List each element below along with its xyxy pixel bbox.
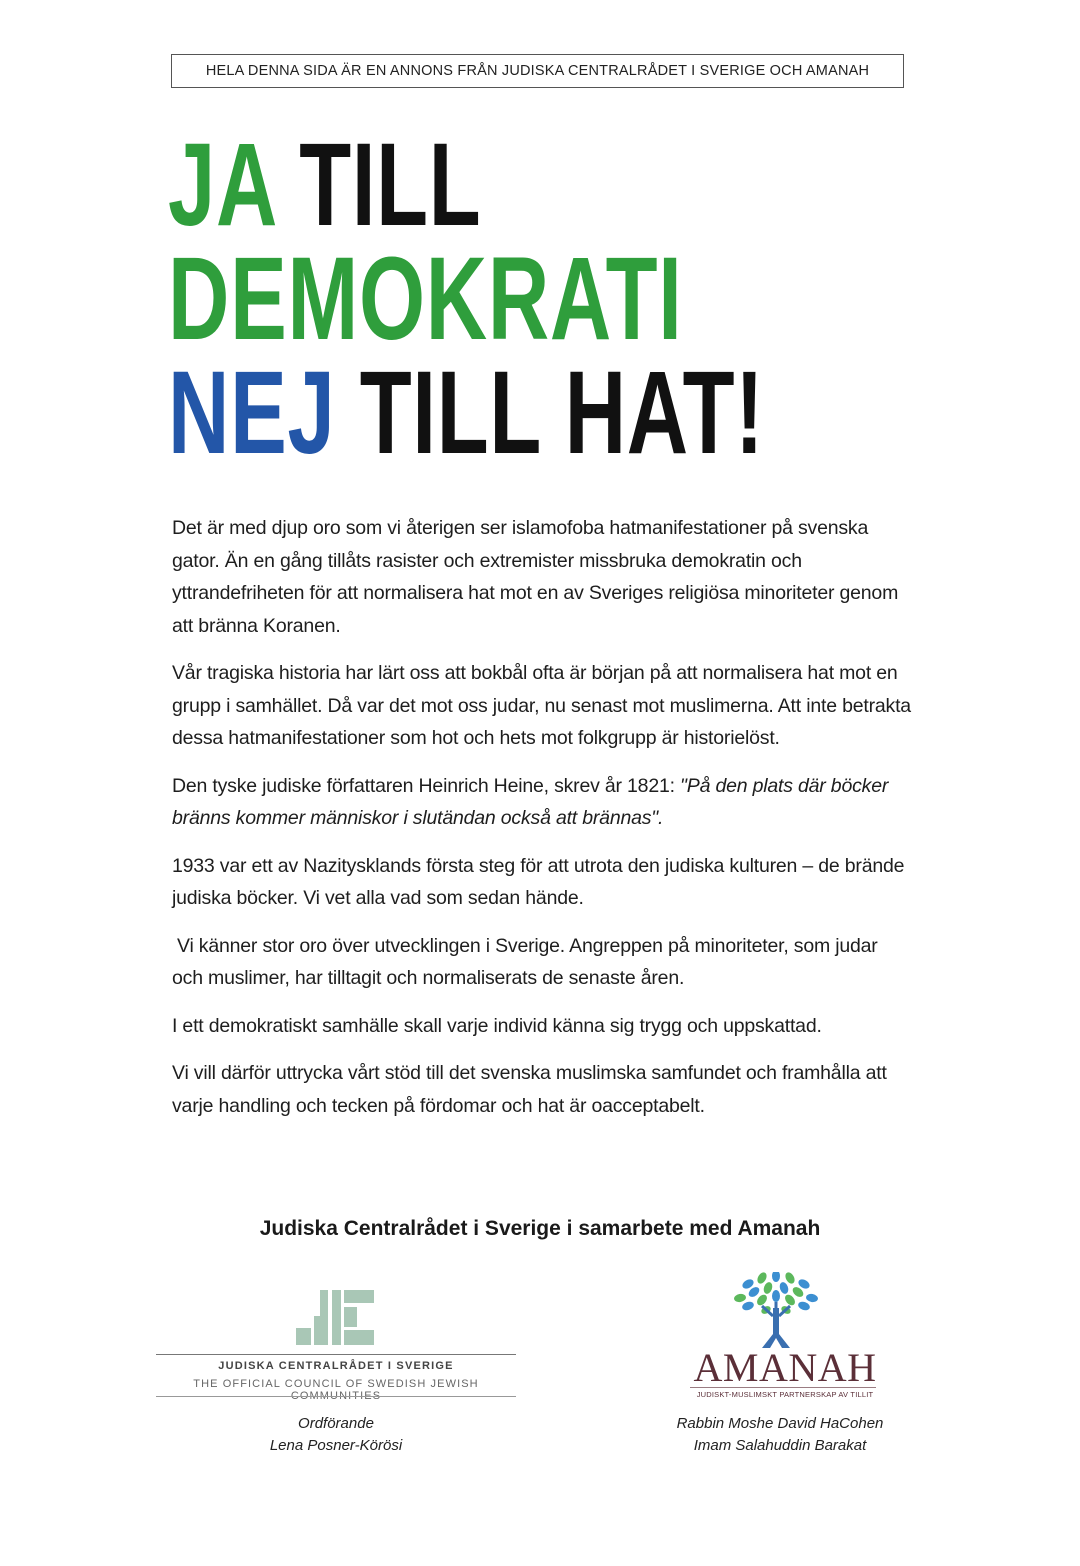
paragraph-5: Vi känner stor oro över utvecklingen i Sverige. Angreppen på minoriteter, som judar och muslimer, har tilltagit och normaliserats de senaste åren. — [172, 934, 878, 989]
jcr-name: JUDISKA CENTRALRÅDET I SVERIGE — [218, 1360, 454, 1372]
amanah-divider — [690, 1387, 876, 1388]
collaboration-line: Judiska Centralrådet i Sverige i samarbete med Amanah — [259, 1217, 821, 1240]
heine-quote: "På den plats där böcker bränns kommer människor i slutändan också att brännas". — [172, 774, 889, 829]
paragraph-3-intro: Den tyske judiske författaren Heinrich Heine, skrev år 1821: — [172, 774, 681, 797]
jcr-role: Ordförande — [298, 1415, 374, 1432]
jcr-person: Lena Posner-Körösi — [269, 1437, 403, 1454]
amanah-tree-icon — [732, 1272, 820, 1350]
headline-till-1: TILL — [299, 119, 482, 251]
jcr-logo-icon — [296, 1290, 378, 1346]
paragraph-6: I ett demokratiskt samhälle skall varje individ känna sig trygg och uppskattad. — [172, 1014, 822, 1037]
headline-demokrati: DEMOKRATI — [168, 233, 683, 365]
paragraph-7: Vi vill därför uttrycka vårt stöd till det svenska muslimska samfundet och framhålla att varje handling och tecken på fördomar och hat är oacceptabelt. — [172, 1062, 887, 1117]
jcr-divider-top — [156, 1354, 516, 1355]
headline-till-hat: TILL HAT! — [359, 347, 765, 479]
amanah-person-1: Rabbin Moshe David HaCohen — [676, 1415, 884, 1432]
jcr-subtitle: THE OFFICIAL COUNCIL OF SWEDISH JEWISH COMMUNITIES — [193, 1378, 479, 1402]
ad-disclaimer-banner: HELA DENNA SIDA ÄR EN ANNONS FRÅN JUDISKA CENTRALRÅDET I SVERIGE OCH AMANAH — [171, 54, 904, 88]
jcr-signature — [156, 1413, 516, 1457]
paragraph-2: Vår tragiska historia har lärt oss att bokbål ofta är början på att normalisera hat mot en grupp i samhället. Då var det mot oss judar, nu senast mot muslimerna. Att inte betrakta dessa hatmanifestationer som hot och hets mot folkgrupp är historielöst. — [172, 662, 911, 749]
headline — [168, 119, 765, 479]
paragraph-3 — [172, 770, 912, 835]
paragraph-1: Det är med djup oro som vi återigen ser islamofoba hatmanifestationer på svenska gator. Än en gång tillåts rasister och extremister missbruka demokratin och yttrandefriheten för att normalisera hat mot en av Sveriges religiösa minoriteter genom att bränna Koranen. — [172, 517, 899, 637]
headline-ja: JA — [168, 119, 275, 251]
headline-nej: NEJ — [168, 347, 336, 479]
headline-line-3 — [168, 347, 765, 479]
amanah-subtitle: JUDISKT-MUSLIMSKT PARTNERSKAP AV TILLIT — [696, 1390, 874, 1399]
amanah-signature — [630, 1413, 930, 1457]
jcr-divider-bottom — [156, 1396, 516, 1397]
amanah-person-2: Imam Salahuddin Barakat — [693, 1437, 867, 1454]
headline-line-1 — [168, 119, 764, 251]
paragraph-4: 1933 var ett av Nazitysklands första steg för att utrota den judiska kulturen – de brände judiska böcker. Vi vet alla vad som sedan hände. — [172, 854, 905, 909]
amanah-name: AMANAH — [693, 1345, 877, 1390]
body-text — [172, 512, 912, 1137]
